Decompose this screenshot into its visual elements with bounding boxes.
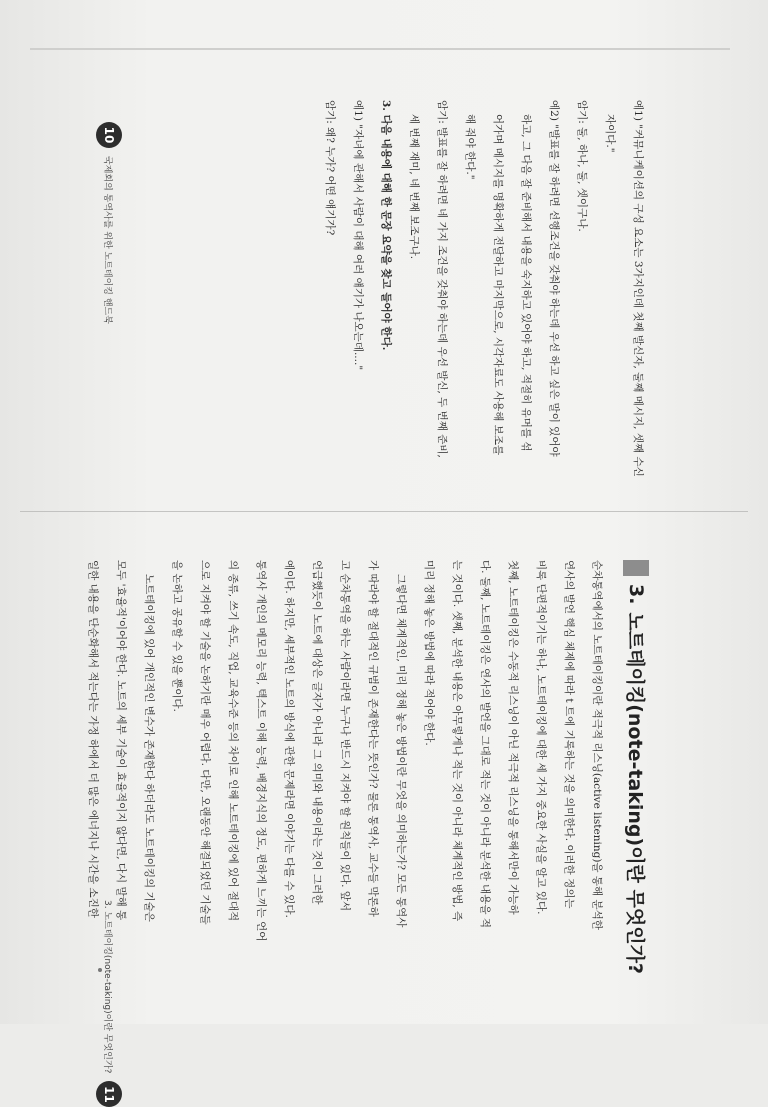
text-line: 미리 정해 놓은 방법에 따라 적어야 한다. [423,560,435,746]
text-line: 예1) "커뮤니케이션의 구성 요소는 3가지인데 첫째 발신자, 둘째 메시지, 셋째 수신 [632,100,644,477]
running-footer: 국제회의 통역사를 위한 노트테이킹 핸드북 [102,156,113,324]
page-11 [70,560,650,980]
text-line: 어가며 메시지를 명확하게 전달하고 마지막으로, 시각자료도 사용해 보조를 [492,114,504,456]
text-line: 예1) "자녀에 관해서 사람이 대해 여러 얘기가 나오는데...." [352,100,364,371]
page-edge-shadow [30,48,730,50]
text-line: 암기: 왜? 누가? 어떤 얘기가? [324,100,336,236]
text-line: 가 따라야 할 절대적인 규범이 존재한다는 뜻인가? 물론 통역사, 교수들 막론하 [367,560,379,917]
text-line: 모두 '효율적'이어야 한다. 노트의 세부 기술이 효율적이지 않다면, 다시 말해 통 [115,560,127,921]
text-line: 언급했듯이 노트에 대상은 글자가 아니라 그 의미와 내용이라는 것이 그러한 [311,560,323,905]
text-line: 하고, 그 다음 잘 준비해서 내용을 숙지하고 있어야 하고, 적절히 유머를 섞 [520,114,532,452]
text-line: 비록 단편적이기는 하나, 노트테이킹에 대한 세 가지 중요한 사실을 알고 있다. [535,560,547,915]
text-line: 예이다. 하지만, 세부적인 노트의 방식에 관한 문제라면 이야기는 다를 수 있다. [283,560,295,918]
text-line: 의 종류, 쓰기 속도, 직업, 교육수준 등의 차이로 인해 노트테이킹에 있어 절대적 [227,560,239,922]
page-10 [70,100,650,500]
text-line: 세 번째 재미, 네 번째 보조구나. [408,114,420,260]
text-line: 으로 지켜야 할 기술을 논하기란 매우 어렵다. 다만, 오랜동안 해결되었던 기술들 [199,560,211,925]
heading-marker-bar [624,560,650,576]
text-line: 3. 다음 내용에 대해 한 문장 요약을 찾고 들어야 한다. [380,100,392,351]
text-line: 고 순차통역을 하는 사람이라면 누구나 반드시 지켜야 할 원칙들이 있다. 앞서 [339,560,351,912]
text-line: 노트테이킹에 있어 개인적인 변수가 존재한다 하더라도 노트테이킹의 기술은 [143,574,155,922]
text-line: 암기: 둘, 하나, 둘, 셋이구나. [576,100,588,232]
page-11-body [81,560,609,980]
text-line: 을 논하고 공유할 수 있을 뿐이다. [171,560,183,712]
page-11-footer [96,900,122,1107]
section-heading [623,560,650,980]
text-line: 그렇다면 체계적인, 미리 정해 놓은 방법이란 무엇을 의미하는가? 모든 통역사 [395,574,407,928]
page-number-badge: 10 [96,122,122,148]
text-line: 연사의 발언 핵심 체제에 따라 t 트에 기록하는 것을 의미한다. 이러한 정의는 [563,560,575,909]
page-number-badge: 11 [96,1081,122,1107]
text-line: 일한 내용을 단순화해서 적는다는 가정 하에서 더 많은 에너지나 시간을 소진한 [87,560,99,918]
text-line: 예2) "발표를 잘 하려면 선행조건을 갖춰야 하는데 우선 하고 싶은 말이 있어야 [548,100,560,457]
page-10-footer [96,122,122,324]
heading-number: 3. [625,584,648,605]
text-line: 다. 둘째, 노트테이킹은 연사의 발언을 그대로 적는 것이 아니라 분석한 내용을 적 [479,560,491,928]
text-line: 암기: 발표를 잘 하려면 네 가지 조건을 갖춰야 하는데 우선 발신, 두 번째 준비, [436,100,448,458]
text-line: 는 것이다. 셋째, 분석한 내용은 아무렇게나 적는 것이 아니라 체계적인 방법, 즉 [451,560,463,922]
running-footer: 3. 노트테이킹(note-taking)이란 무엇인가? [102,900,113,1074]
heading-title: 노트테이킹(note-taking)이란 무엇인가? [624,612,646,974]
scan-speck [98,968,102,972]
book-spine-gutter [20,511,748,512]
text-line: 통역사 개인의 메모리 능력, 텍스트 이해 능력, 배경지식의 정도, 편하게 느끼는 언어 [255,560,267,942]
text-line: 자이다." [604,114,616,153]
page-10-body [318,100,650,500]
text-line: 순차통역에서의 노트테이킹이란 적극적 리스닝(active listening)을 통해 분석한 [591,560,603,930]
text-line: 첫째, 노트테이킹은 수동적 리스닝이 아닌 적극적 리스닝을 통해서만이 가능하 [507,560,519,915]
text-line: 해 줘야 한다." [464,114,476,180]
